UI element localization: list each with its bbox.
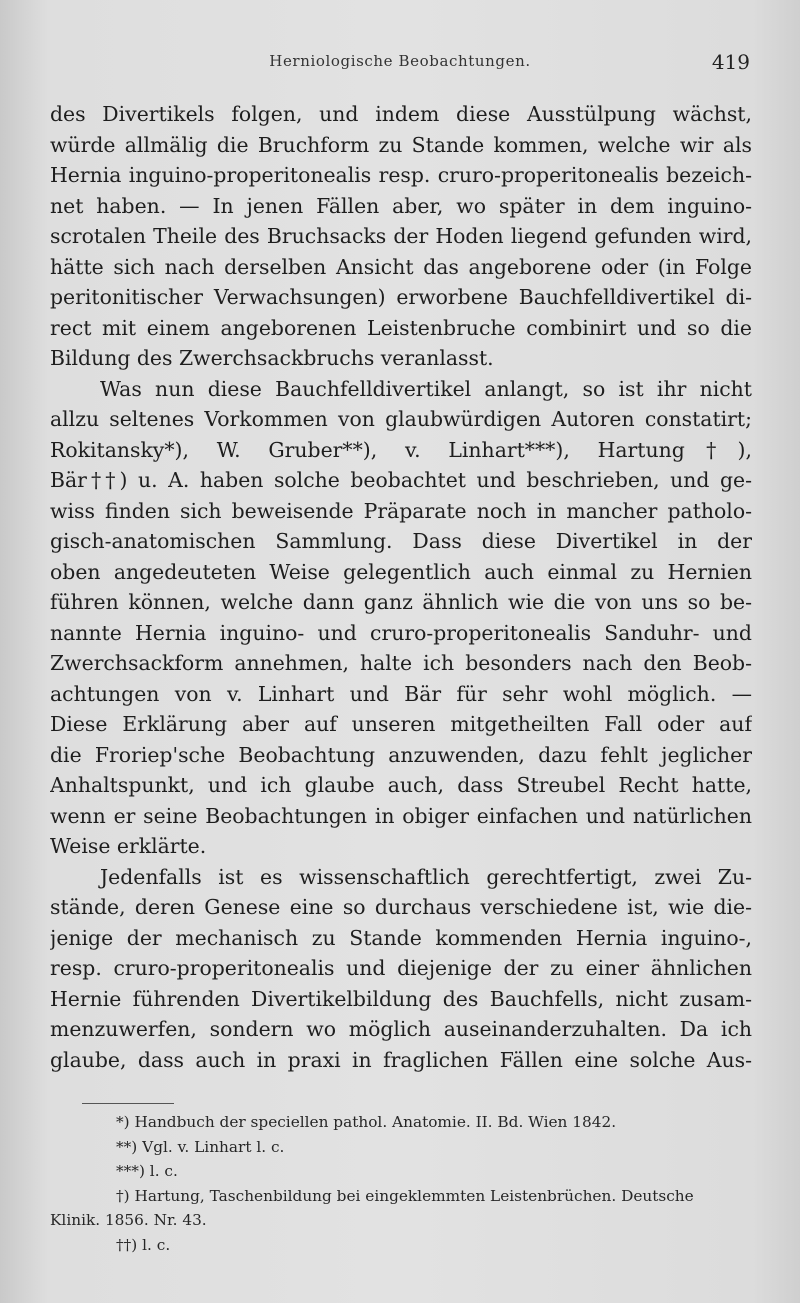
footnote-4 xyxy=(50,1184,752,1209)
text-line: nannte Hernia inguino- und cruro-properitonealis Sanduhr- und xyxy=(50,620,752,645)
text-line: Hernie führenden Divertikelbildung des Bauchfells, nicht zusam- xyxy=(50,986,752,1011)
text-line: rect mit einem angeborenen Leistenbruche combinirt und so die xyxy=(50,315,752,340)
footnote-mark: ††) xyxy=(116,1235,138,1254)
text-line: Anhaltspunkt, und ich glaube auch, dass Streubel Recht hatte, xyxy=(50,773,752,797)
text-line: wenn er seine Beobachtungen in obiger einfachen und natürlichen xyxy=(50,803,752,828)
text-line: Jedenfalls ist es wissenschaftlich gerechtfertigt, zwei Zu- xyxy=(100,864,752,889)
footnote-rule xyxy=(82,1103,174,1104)
text-line: resp. cruro-properitonealis und diejenige der zu einer ähnlichen xyxy=(50,956,752,980)
paragraph-2 xyxy=(50,374,752,862)
paragraph-3 xyxy=(50,862,752,1076)
footnote-text: l. c. xyxy=(142,1235,171,1254)
text-line: jenige der mechanisch zu Stande kommenden Hernia inguino-, xyxy=(50,925,752,950)
footnote-4-continuation: Klinik. 1856. Nr. 43. xyxy=(50,1211,207,1230)
text-line: stände, deren Genese eine so durchaus verschiedene ist, wie die- xyxy=(50,895,752,919)
footnotes xyxy=(50,1110,752,1258)
text-line: Rokitansky*), W. Gruber**), v. Linhart***), Hartung†), xyxy=(50,437,752,462)
footnote-text: l. c. xyxy=(149,1162,178,1181)
text-line: glaube, dass auch in praxi in fraglichen Fällen eine solche Aus- xyxy=(50,1047,752,1072)
paragraph-1 xyxy=(50,99,752,374)
text-line: Bildung des Zwerchsackbruchs veranlasst. xyxy=(50,346,494,370)
text-line: peritonitischer Verwachsungen) erworbene Bauchfelldivertikel di- xyxy=(50,285,752,309)
text-line: des Divertikels folgen, und indem diese Ausstülpung wächst, xyxy=(50,102,752,126)
text-line: Diese Erklärung aber auf unseren mitgetheilten Fall oder auf xyxy=(50,712,752,736)
text-line: die Froriep'sche Beobachtung anzuwenden, dazu fehlt jeglicher xyxy=(50,742,752,767)
text-line: net haben. — In jenen Fällen aber, wo später in dem inguino- xyxy=(50,193,752,218)
text-line: scrotalen Theile des Bruchsacks der Hoden liegend gefunden wird, xyxy=(50,224,752,248)
footnote-text: Hartung, Taschenbildung bei eingeklemmten Leistenbrüchen. Deutsche xyxy=(134,1186,694,1205)
footnote-mark: **) xyxy=(116,1137,138,1156)
footnote-2 xyxy=(50,1135,752,1160)
footnote-5 xyxy=(50,1233,752,1258)
footnote-mark: *) xyxy=(116,1113,130,1131)
text-line: allzu seltenes Vorkommen von glaubwürdigen Autoren constatirt; xyxy=(50,407,752,431)
text-line: Bär††) u. A. haben solche beobachtet und beschrieben, und ge- xyxy=(50,468,752,492)
footnote-text: Handbuch der speciellen pathol. Anatomie. II. Bd. Wien 1842. xyxy=(134,1113,617,1131)
text-line: Weise erklärte. xyxy=(50,834,207,858)
text-line: Hernia inguino-properitonealis resp. cruro-properitonealis bezeich- xyxy=(50,163,752,187)
footnote-mark: ***) xyxy=(116,1162,145,1181)
text-line: achtungen von v. Linhart und Bär für sehr wohl möglich. — xyxy=(50,681,752,706)
text-line: führen können, welche dann ganz ähnlich wie die von uns so be- xyxy=(50,590,752,614)
footnote-1 xyxy=(50,1110,752,1135)
footnote-3 xyxy=(50,1159,752,1184)
text-line: hätte sich nach derselben Ansicht das angeborene oder (in Folge xyxy=(50,254,752,279)
text-line: oben angedeuteten Weise gelegentlich auch einmal zu Hernien xyxy=(50,559,752,584)
page-number: 419 xyxy=(711,50,750,74)
text-line: Zwerchsackform annehmen, halte ich besonders nach den Beob- xyxy=(50,651,752,675)
body-text xyxy=(50,99,752,1075)
text-line: gisch-anatomischen Sammlung. Dass diese Divertikel in der xyxy=(50,529,752,553)
running-title: Herniologische Beobachtungen. xyxy=(269,52,531,70)
text-line: Was nun diese Bauchfelldivertikel anlangt, so ist ihr nicht xyxy=(100,376,752,401)
footnote-text: Vgl. v. Linhart l. c. xyxy=(142,1137,285,1156)
running-head xyxy=(50,52,750,82)
text-line: menzuwerfen, sondern wo möglich auseinanderzuhalten. Da ich xyxy=(50,1017,752,1041)
text-line: wiss finden sich beweisende Präparate noch in mancher patholo- xyxy=(50,498,752,523)
footnote-mark: †) xyxy=(116,1186,130,1205)
text-line: würde allmälig die Bruchform zu Stande kommen, welche wir als xyxy=(50,132,752,157)
